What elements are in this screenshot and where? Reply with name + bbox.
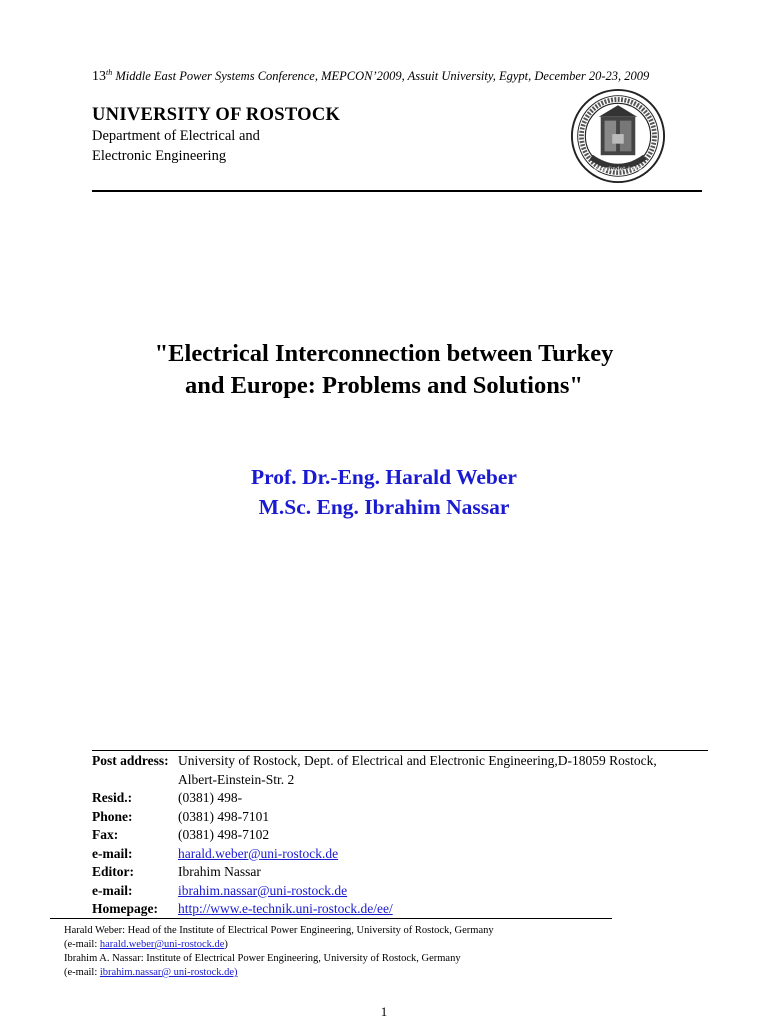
footnote-weber-email (64, 938, 494, 952)
authors (0, 462, 768, 522)
contact-label: Resid.: (92, 790, 133, 805)
conf-text: Middle East Power Systems Conference, MEPCON’2009, Assuit University, Egypt, December 20-23, 2009 (112, 69, 650, 84)
footnote-weber: Harald Weber: Head of the Institute of Electrical Power Engineering, University of Rostock, Germany (64, 925, 494, 936)
title-line-2: and Europe: Problems and Solutions" (185, 372, 583, 399)
contact-value: (0381) 498-7101 (178, 808, 270, 824)
weber-email-link[interactable]: harald.weber@uni-rostock.de (178, 845, 339, 861)
header-rule (92, 190, 702, 192)
email-suffix: ) (224, 939, 228, 950)
homepage-link[interactable]: http://www.e-technik.uni-rostock.de/ee/ (178, 901, 393, 916)
contact-row (92, 771, 698, 790)
contact-row (92, 845, 698, 864)
contact-rule (92, 750, 708, 751)
contact-value: (0381) 498-7102 (178, 827, 270, 842)
contact-label: e-mail: (92, 882, 133, 898)
university-seal-logo (570, 88, 666, 184)
conference-header (92, 68, 649, 85)
author-1: Prof. Dr.-Eng. Harald Weber (251, 465, 517, 489)
contact-row (92, 808, 698, 827)
contact-value: Albert-Einstein-Str. 2 (178, 771, 295, 787)
footnote-rule (50, 918, 612, 919)
contact-label: Editor: (92, 864, 134, 879)
contact-row (92, 789, 698, 808)
footnote-nassar-email-link[interactable]: ibrahim.nassar@ uni-rostock.de) (99, 967, 238, 978)
contact-label (92, 771, 178, 790)
contact-label: e-mail: (92, 845, 133, 861)
contact-value: (0381) 498- (178, 790, 243, 805)
university-name: UNIVERSITY OF ROSTOCK (92, 105, 341, 125)
conf-suffix: th (106, 68, 113, 77)
conf-number: 13 (92, 69, 106, 85)
contact-value: University of Rostock, Dept. of Electrical and Electronic Engineering,D-18059 Rostock, (178, 753, 657, 768)
dept-line-1: Department of Electrical and (92, 128, 260, 144)
contact-block (92, 752, 698, 919)
contact-row (92, 882, 698, 901)
contact-row (92, 900, 698, 919)
contact-label: Post address: (92, 753, 169, 768)
email-prefix: (e-mail: (64, 939, 100, 950)
department (92, 126, 260, 166)
footnote-weber-email-link[interactable]: harald.weber@uni-rostock.de (99, 939, 225, 950)
email-prefix: (e-mail: (64, 967, 100, 978)
nassar-email-link[interactable]: ibrahim.nassar@uni-rostock.de (178, 882, 348, 898)
seal-text: Gegründet 1419 (594, 166, 642, 173)
dept-line-2: Electronic Engineering (92, 148, 227, 164)
contact-label: Phone: (92, 808, 133, 824)
contact-row (92, 752, 698, 771)
contact-value: Ibrahim Nassar (178, 864, 261, 879)
paper-title (0, 338, 768, 402)
page-number: 1 (380, 1004, 388, 1019)
footnote-nassar-email (64, 966, 494, 980)
footnote-nassar: Ibrahim A. Nassar: Institute of Electrical Power Engineering, University of Rostock, Germany (64, 953, 461, 964)
footnotes (64, 924, 494, 980)
contact-row (92, 826, 698, 845)
author-2: M.Sc. Eng. Ibrahim Nassar (258, 495, 510, 519)
contact-label: Homepage: (92, 901, 158, 916)
contact-row (92, 863, 698, 882)
contact-label: Fax: (92, 827, 119, 842)
title-line-1: "Electrical Interconnection between Turkey (154, 340, 614, 367)
